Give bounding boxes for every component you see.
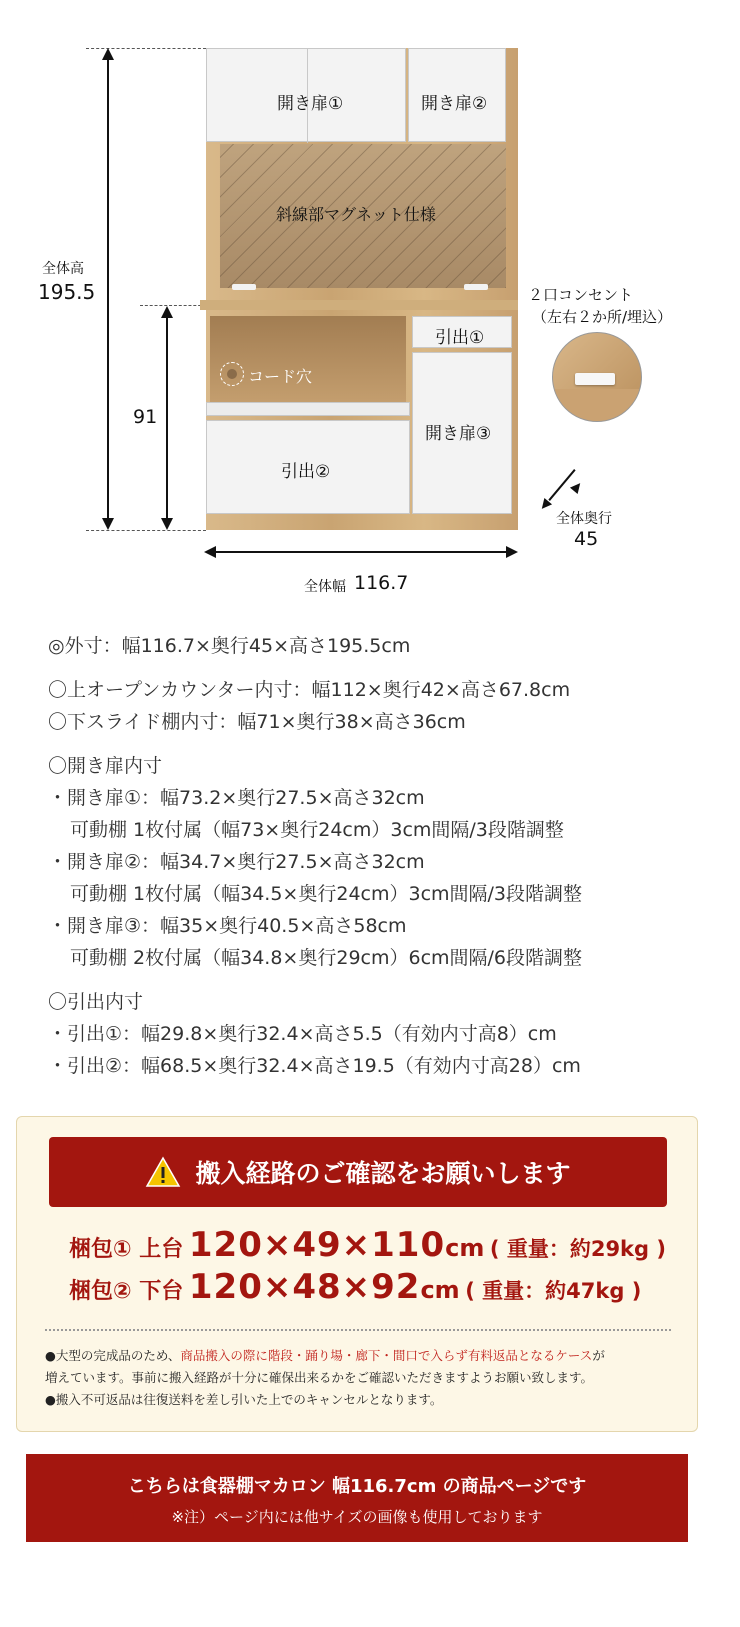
outlet-left — [232, 284, 256, 290]
drawer-1 — [412, 316, 512, 348]
pack-2-unit: cm — [420, 1276, 460, 1304]
spec-drawer2: ・引出②：幅68.5×奥行32.4×高さ19.5（有効内寸高28）cm — [48, 1055, 581, 1077]
door-3-label: 開き扉③ — [425, 424, 492, 444]
outlet-title: ２口コンセント — [528, 286, 634, 304]
upper-cabinet — [206, 48, 518, 300]
pack-2-label: 梱包② 下台 — [69, 1279, 184, 1304]
door-3 — [412, 352, 512, 514]
pack-1-weight: ( 重量：約29kg ) — [489, 1237, 666, 1261]
spec-door3: ・開き扉③：幅35×奥行40.5×高さ58cm — [48, 915, 407, 937]
bottom-reference-line — [86, 530, 206, 531]
delivery-notice — [16, 1116, 698, 1432]
outlet-right — [464, 284, 488, 290]
pack-2-size: 120×48×92 — [188, 1267, 421, 1307]
counter-top — [200, 300, 518, 310]
cabinet-diagram — [0, 0, 740, 610]
spec-door-heading: 〇開き扉内寸 — [48, 755, 163, 777]
outlet-plug-icon — [575, 373, 615, 385]
notice-note-3: ●搬入不可返品は往復送料を差し引いた上でのキャンセルとなります。 — [45, 1392, 443, 1407]
spec-lower-slide: 〇下スライド棚内寸：幅71×奥行38×高さ36cm — [48, 711, 466, 733]
door-2 — [408, 48, 506, 142]
pack-1 — [69, 1225, 666, 1265]
pack-1-size: 120×49×110 — [188, 1225, 446, 1265]
spec-outer: ◎外寸：幅116.7×奥行45×高さ195.5cm — [48, 635, 411, 657]
outlet-note: （左右２か所/埋込） — [532, 308, 673, 326]
banner-title: こちらは食器棚マカロン 幅116.7cm の商品ページです — [127, 1476, 587, 1497]
pack-2-weight: ( 重量：約47kg ) — [465, 1279, 642, 1303]
spec-door2-shelf: 可動棚 1枚付属（幅34.5×奥行24cm）3cm間隔/3段階調整 — [70, 883, 583, 905]
cord-hole-label: コード穴 — [248, 367, 313, 386]
counter-reference-line — [140, 305, 206, 306]
spec-door1-shelf: 可動棚 1枚付属（幅73×奥行24cm）3cm間隔/3段階調整 — [70, 819, 564, 841]
lower-height-value: 91 — [133, 406, 158, 428]
cord-hole — [220, 362, 244, 386]
door-2-label: 開き扉② — [421, 94, 488, 114]
warning-icon — [145, 1156, 181, 1188]
depth-value: 45 — [574, 528, 599, 550]
total-height-value: 195.5 — [38, 280, 96, 304]
notice-divider — [45, 1329, 671, 1331]
lower-cabinet — [206, 310, 518, 530]
drawer-2-label: 引出② — [281, 462, 331, 482]
outlet-zoom-photo — [552, 332, 642, 422]
pack-1-unit: cm — [445, 1234, 485, 1262]
spec-upper-open: 〇上オープンカウンター内寸：幅112×奥行42×高さ67.8cm — [48, 679, 571, 701]
spec-drawer-heading: 〇引出内寸 — [48, 991, 144, 1013]
door-1 — [206, 48, 406, 142]
product-page-banner — [26, 1454, 688, 1542]
spec-door1: ・開き扉①：幅73.2×奥行27.5×高さ32cm — [48, 787, 425, 809]
slide-shelf-front — [206, 402, 410, 416]
drawer-1-label: 引出① — [435, 328, 485, 348]
magnet-label: 斜線部マグネット仕様 — [276, 205, 436, 224]
spec-drawer1: ・引出①：幅29.8×奥行32.4×高さ5.5（有効内寸高8）cm — [48, 1023, 557, 1045]
width-value: 116.7 — [354, 572, 409, 594]
notice-note-1: ●大型の完成品のため、商品搬入の際に階段・踊り場・廊下・間口で入らず有料返品となるケースが — [45, 1348, 605, 1363]
pack-2 — [69, 1267, 641, 1307]
spec-door2: ・開き扉②：幅34.7×奥行27.5×高さ32cm — [48, 851, 425, 873]
spec-door3-shelf: 可動棚 2枚付属（幅34.8×奥行29cm）6cm間隔/6段階調整 — [70, 947, 583, 969]
banner-sub: ※注）ページ内には他サイズの画像も使用しております — [171, 1508, 543, 1526]
notice-note-2: 増えています。事前に搬入経路が十分に確保出来るかをご確認いただきますようお願い致します。 — [45, 1370, 594, 1385]
width-label: 全体幅 — [304, 579, 346, 595]
door-1-label: 開き扉① — [277, 94, 344, 114]
total-height-label: 全体高 — [42, 261, 84, 277]
notice-heading-text: 搬入経路のご確認をお願いします — [195, 1159, 571, 1188]
depth-label: 全体奥行 — [556, 511, 612, 527]
slide-shelf-opening — [210, 316, 406, 408]
pack-1-label: 梱包① 上台 — [69, 1237, 184, 1262]
drawer-2 — [206, 420, 410, 514]
spec-list — [48, 630, 728, 1082]
magnet-back-panel — [220, 144, 506, 288]
notice-heading — [49, 1137, 667, 1207]
